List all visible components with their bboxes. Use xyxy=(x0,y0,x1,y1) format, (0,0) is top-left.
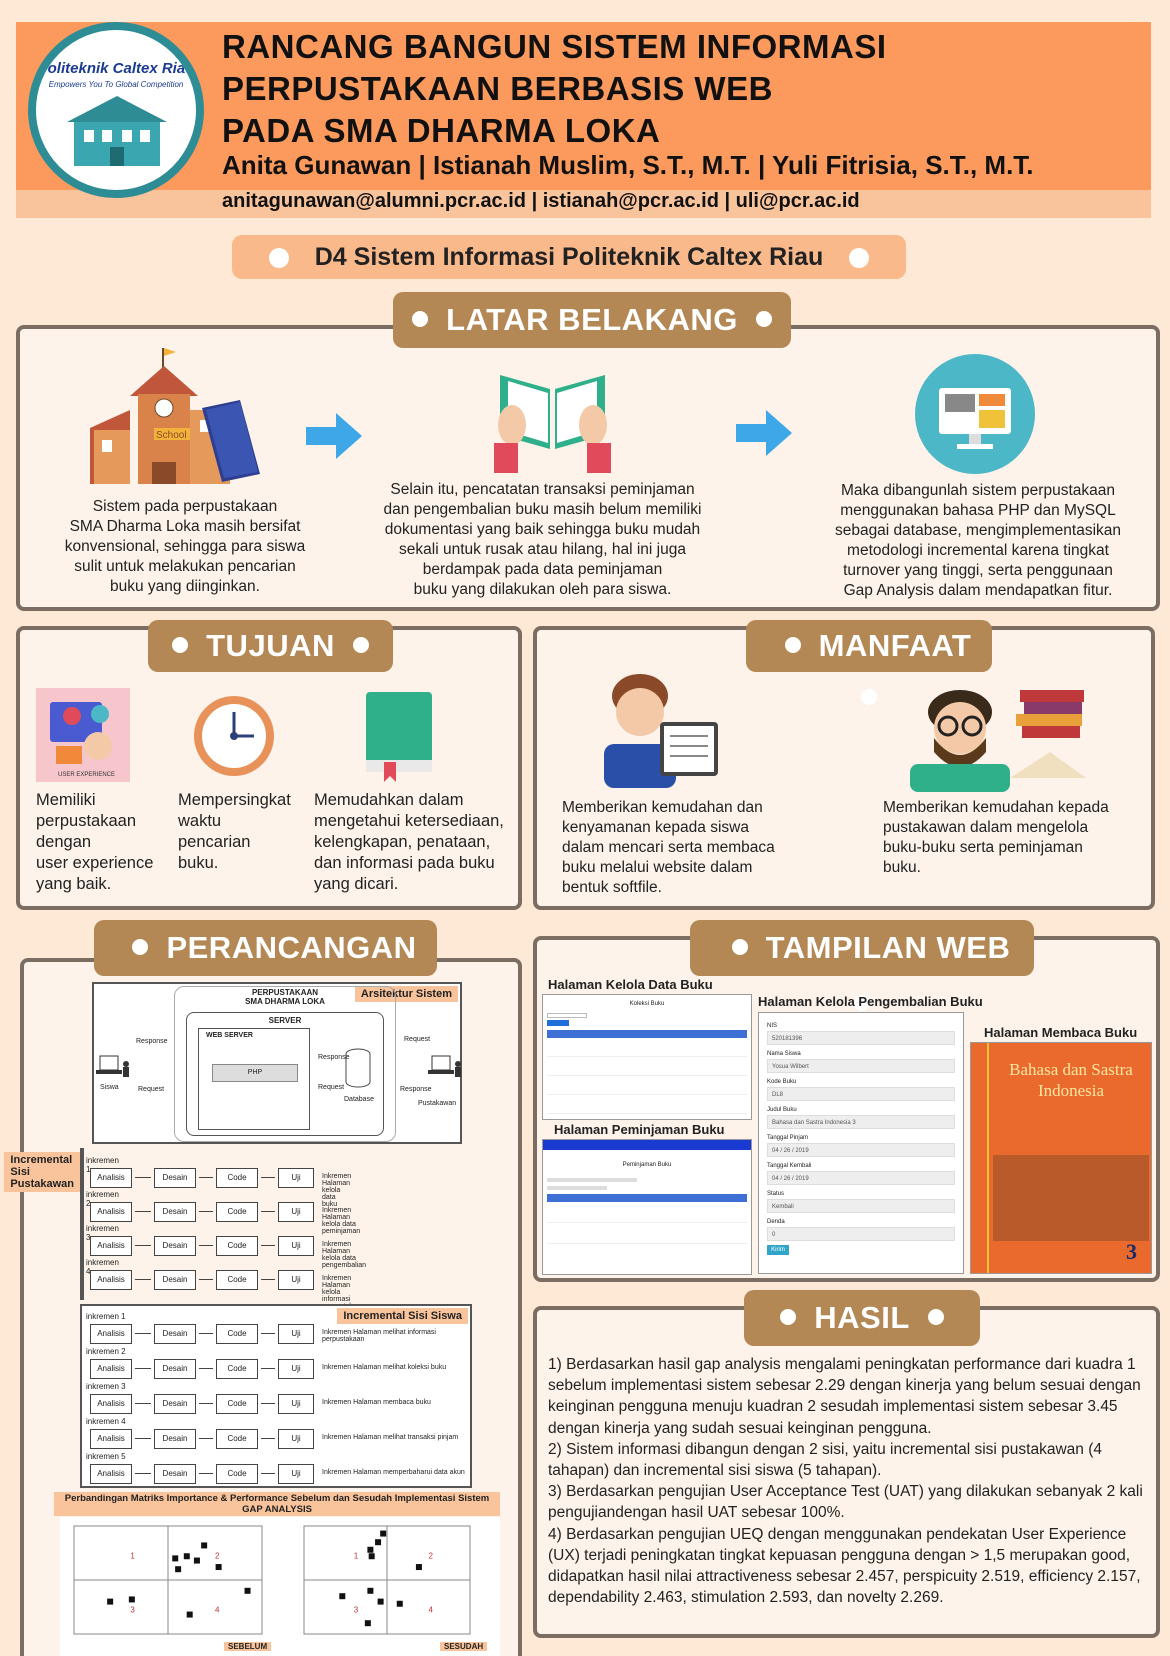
dot-icon xyxy=(132,939,148,955)
tujuan-text-1: Memiliki perpustakaan dengan user experience yang baik. xyxy=(36,791,154,893)
data-point xyxy=(216,1564,222,1570)
step-arrow xyxy=(261,1368,275,1369)
arrow-right-icon xyxy=(736,410,792,456)
department-badge xyxy=(232,235,906,279)
filter-row xyxy=(547,1178,637,1182)
step-box: Code xyxy=(216,1168,258,1188)
data-point xyxy=(378,1599,384,1605)
manfaat-text-1: Memberikan kemudahan dan kenyamanan kepada siswa dalam mencari serta membaca buku melalui website dalam bentuk softfile. xyxy=(562,799,775,896)
book-icon xyxy=(360,690,436,782)
incremental-siswa-tag: Incremental Sisi Siswa xyxy=(337,1308,468,1324)
step-arrow xyxy=(135,1403,151,1404)
step-box: Analisis xyxy=(90,1464,132,1484)
increment-desc: Inkremen Halaman kelola data peminjaman xyxy=(322,1207,361,1235)
quadrant-label: 3 xyxy=(130,1605,135,1615)
step-arrow xyxy=(135,1279,151,1280)
data-point xyxy=(375,1539,381,1545)
request-label: Request xyxy=(404,1036,431,1043)
dot-icon xyxy=(785,637,801,653)
data-point xyxy=(339,1593,345,1599)
step-box: Desain xyxy=(154,1202,196,1222)
step-box: Desain xyxy=(154,1168,196,1188)
latar-text-3: Maka dibangunlah sistem perpustakaan menggunakan bahasa PHP dan MySQL sebagai database, mengimplementasikan metodologi incremental karena tingkat turnover yang tinggi, serta penggunaan Gap Analysis dalam mendapatkan fitur. xyxy=(834,482,1122,599)
step-arrow xyxy=(261,1473,275,1474)
gap-analysis-title: Perbandingan Matriks Importance & Performance Sebelum dan Sesudah Implementasi Sistem GAP ANALYSIS xyxy=(54,1492,500,1516)
pengembalian-title: Halaman Kelola Pengembalian Buku xyxy=(758,994,983,1009)
quadrant-label: 4 xyxy=(428,1605,433,1615)
clock-icon xyxy=(192,694,276,778)
step-box: Uji xyxy=(278,1202,314,1222)
dot-icon xyxy=(732,939,748,955)
navbar xyxy=(543,1140,751,1150)
step-arrow xyxy=(261,1333,275,1334)
manfaat-heading xyxy=(746,620,992,672)
data-point xyxy=(194,1558,200,1564)
step-box: Uji xyxy=(278,1429,314,1449)
data-point xyxy=(397,1601,403,1607)
step-box: Uji xyxy=(278,1394,314,1414)
data-point xyxy=(380,1531,386,1537)
title-line: PERPUSTAKAAN BERBASIS WEB xyxy=(222,70,773,107)
step-box: Desain xyxy=(154,1324,196,1344)
student-reading-icon xyxy=(590,664,730,788)
data-point xyxy=(172,1555,178,1561)
librarian-books-icon xyxy=(910,682,1090,792)
form-input[interactable]: Kembali xyxy=(767,1199,955,1213)
step-arrow xyxy=(199,1438,213,1439)
data-point xyxy=(201,1542,207,1548)
increment-label: inkremen 4 xyxy=(86,1417,126,1426)
increment-label: inkremen 1 xyxy=(86,1156,119,1174)
sebelum-tag: SEBELUM xyxy=(224,1642,271,1651)
pengembalian-screenshot xyxy=(758,1012,964,1274)
kelola-data-title: Halaman Kelola Data Buku xyxy=(548,977,713,992)
dot-icon xyxy=(780,1309,796,1325)
data-point xyxy=(416,1564,422,1570)
form-label: Tanggal Pinjam xyxy=(767,1135,809,1141)
increment-label: inkremen 5 xyxy=(86,1452,126,1461)
school-icon xyxy=(90,344,270,490)
step-arrow xyxy=(135,1473,151,1474)
gap-chart-sesudah xyxy=(296,1518,478,1650)
tujuan-text-3: Memudahkan dalam mengetahui ketersediaan, kelengkapan, penataan, dan informasi pada buku yang dicari. xyxy=(314,791,504,893)
step-box: Code xyxy=(216,1236,258,1256)
form-input[interactable]: DL8 xyxy=(767,1087,955,1101)
step-arrow xyxy=(135,1333,151,1334)
arrow-right-icon xyxy=(306,413,362,459)
dot-icon xyxy=(861,689,877,705)
step-box: Analisis xyxy=(90,1394,132,1414)
step-box: Desain xyxy=(154,1270,196,1290)
form-input[interactable]: Yosua Wilbert xyxy=(767,1059,955,1073)
step-box: Code xyxy=(216,1202,258,1222)
step-arrow xyxy=(199,1245,213,1246)
data-point xyxy=(365,1620,371,1626)
kelola-data-screenshot xyxy=(542,994,752,1120)
php-box xyxy=(212,1064,298,1082)
filter-row xyxy=(547,1186,607,1190)
increment-desc: Inkremen Halaman melihat transaksi pinjam xyxy=(322,1434,459,1441)
logo-tagline: Empowers You To Global Competition xyxy=(48,80,184,89)
increment-label: inkremen 2 xyxy=(86,1190,119,1208)
dot-icon xyxy=(269,248,289,268)
data-point xyxy=(245,1588,251,1594)
step-box: Uji xyxy=(278,1464,314,1484)
increment-label: inkremen 3 xyxy=(86,1224,119,1242)
step-arrow xyxy=(261,1438,275,1439)
step-arrow xyxy=(199,1211,213,1212)
arsitektur-diagram xyxy=(92,982,462,1144)
step-arrow xyxy=(261,1279,275,1280)
step-box: Desain xyxy=(154,1359,196,1379)
dot-icon xyxy=(849,248,869,268)
data-point xyxy=(175,1566,181,1572)
form-input[interactable]: 04 / 26 / 2019 xyxy=(767,1143,955,1157)
title-line: RANCANG BANGUN SISTEM INFORMASI xyxy=(222,28,887,65)
dot-icon xyxy=(412,311,428,327)
user-experience-label: USER EXPERIENCE xyxy=(58,772,116,778)
step-box: Analisis xyxy=(90,1168,132,1188)
step-arrow xyxy=(199,1473,213,1474)
data-point xyxy=(367,1547,373,1553)
increment-desc: Inkremen Halaman melihat informasi perpustakaan xyxy=(322,1329,436,1343)
dot-icon xyxy=(756,311,772,327)
sesudah-tag: SESUDAH xyxy=(440,1642,487,1651)
increment-desc: Inkremen Halaman membaca buku xyxy=(322,1399,431,1406)
data-point xyxy=(129,1596,135,1602)
step-box: Desain xyxy=(154,1464,196,1484)
step-box: Code xyxy=(216,1429,258,1449)
form-label: Tanggal Kembali xyxy=(767,1163,812,1169)
step-arrow xyxy=(135,1211,151,1212)
step-arrow xyxy=(135,1177,151,1178)
laptop-icon xyxy=(428,1054,462,1080)
gap-chart-sebelum xyxy=(66,1518,270,1650)
step-box: Uji xyxy=(278,1324,314,1344)
increment-desc: Inkremen Halaman kelola informasi xyxy=(322,1275,352,1303)
form-label: Kode Buku xyxy=(767,1079,797,1085)
increment-desc: Inkremen Halaman kelola data pengembalian xyxy=(322,1241,366,1269)
latar-heading-text: LATAR BELAKANG xyxy=(446,302,738,337)
step-box: Code xyxy=(216,1324,258,1344)
request-label: Request xyxy=(318,1084,345,1091)
latar-text-2: Selain itu, pencatatan transaksi peminjaman dan pengembalian buku masih belum memiliki dokumentasi yang baik sehingga buku mudah sekali untuk rusak atau hilang, hal ini juga berdampak pada data peminjaman buku yang dilakukan oleh para siswa. xyxy=(383,481,702,598)
step-box: Desain xyxy=(154,1429,196,1449)
data-point xyxy=(369,1553,375,1559)
tujuan-text-2: Mempersingkat waktu pencarian buku. xyxy=(178,791,291,872)
hasil-text: 1) Berdasarkan hasil gap analysis mengalami peningkatan performance dari kuadra 1 sebelum implementasi sistem sebesar 2.29 dengan kinerja yang belum sesuai dengan keinginan pengguna menuju kuadran 2 sesudah implementasi sistem sebesar 3.45 dengan kinerja yang sudah sesuai keinginan pengguna. 2) Sistem informasi dibangun dengan 2 sisi, yaitu incremental sisi pustakawan (4 tahapan) dan incremental sisi siswa (5 tahapan). 3) Berdasarkan pengujian User Acceptance Test (UAT) yang dilakukan sebanyak 2 kali pengujiandengan hasil UAT sebesar 100%. 4) Berdasarkan pengujian UEQ dengan menggunakan pendekatan User Experience (UX) terjadi peningkatan tingkat kepuasan pengguna dengan > 1,5 merupakan good, didapatkan hasil nilai attractiveness sebesar 2.457, perspicuity 2.519, efficiency 2.157, dependability 2.463, stimulation 2.593, dan novelty 2.269. xyxy=(548,1356,1143,1607)
step-arrow xyxy=(199,1333,213,1334)
authors: Anita Gunawan | Istianah Muslim, S.T., M.T. | Yuli Fitrisia, S.T., M.T. xyxy=(222,150,1034,180)
book-cover xyxy=(970,1042,1152,1274)
incremental-siswa-diagram xyxy=(80,1304,472,1488)
manfaat-text-2: Memberikan kemudahan kepada pustakawan dalam mengelola buku-buku serta peminjaman buku. xyxy=(883,799,1109,876)
step-box: Analisis xyxy=(90,1270,132,1290)
cover-stripe xyxy=(987,1043,989,1273)
table-header xyxy=(547,1194,747,1202)
dot-icon xyxy=(928,1309,944,1325)
logo-name: Politeknik Caltex Riau xyxy=(37,60,195,77)
increment-label: inkremen 1 xyxy=(86,1312,126,1321)
table-body xyxy=(547,1202,747,1252)
increment-label: inkremen 2 xyxy=(86,1347,126,1356)
step-arrow xyxy=(199,1279,213,1280)
increment-desc: Inkremen Halaman memperbaharui data akun xyxy=(322,1469,465,1476)
computer-monitor-icon xyxy=(915,354,1035,474)
book-title: Bahasa dan Sastra Indonesia xyxy=(1009,1060,1133,1100)
incremental-pustakawan-tag: Incremental Sisi Pustakawan xyxy=(4,1152,80,1192)
school-sign-text: School xyxy=(156,430,187,441)
web-server-label: WEB SERVER xyxy=(206,1032,253,1039)
membaca-title: Halaman Membaca Buku xyxy=(984,1025,1138,1040)
title-line: PADA SMA DHARMA LOKA xyxy=(222,112,661,149)
hasil-heading-text: HASIL xyxy=(814,1300,910,1335)
siswa-label: Siswa xyxy=(100,1084,119,1091)
quadrant-label: 2 xyxy=(428,1551,433,1561)
increment-label: inkremen 4 xyxy=(86,1258,119,1276)
tampilan-heading-text: TAMPILAN WEB xyxy=(765,930,1011,965)
server-label: SERVER xyxy=(268,1016,302,1025)
quadrant-label: 1 xyxy=(353,1551,359,1561)
step-arrow xyxy=(261,1177,275,1178)
data-point xyxy=(107,1599,113,1605)
step-box: Analisis xyxy=(90,1429,132,1449)
table-body xyxy=(547,1038,747,1118)
form-label: Denda xyxy=(767,1219,785,1225)
step-box: Uji xyxy=(278,1168,314,1188)
step-box: Uji xyxy=(278,1359,314,1379)
form-input[interactable]: Bahasa dan Sastra Indonesia 3 xyxy=(767,1115,955,1129)
step-box: Code xyxy=(216,1464,258,1484)
pcr-logo xyxy=(28,22,204,198)
perancangan-heading-text: PERANCANGAN xyxy=(166,930,417,965)
form-label: Nama Siswa xyxy=(767,1051,801,1057)
step-arrow xyxy=(199,1403,213,1404)
poster-title xyxy=(222,26,1122,152)
step-arrow xyxy=(199,1368,213,1369)
search-box xyxy=(547,1013,587,1018)
form-input[interactable]: 0 xyxy=(767,1227,955,1241)
manfaat-heading-text: MANFAAT xyxy=(818,628,972,663)
peminjaman-screenshot xyxy=(542,1139,752,1275)
kirim-button[interactable]: Kirim xyxy=(767,1245,789,1255)
step-box: Desain xyxy=(154,1236,196,1256)
quadrant-label: 4 xyxy=(215,1605,220,1615)
increment-label: inkremen 3 xyxy=(86,1382,126,1391)
form-input[interactable]: 04 / 26 / 2019 xyxy=(767,1171,955,1185)
form-label: Status xyxy=(767,1191,785,1197)
user-experience-icon xyxy=(36,688,130,782)
step-box: Code xyxy=(216,1270,258,1290)
data-point xyxy=(184,1553,190,1559)
building-icon xyxy=(62,92,172,172)
quadrant-label: 2 xyxy=(215,1551,220,1561)
arsitektur-title: PERPUSTAKAAN SMA DHARMA LOKA xyxy=(245,988,325,1006)
add-button xyxy=(547,1020,569,1026)
step-arrow xyxy=(261,1403,275,1404)
step-box: Uji xyxy=(278,1236,314,1256)
pustakawan-label: Pustakawan xyxy=(418,1100,457,1107)
dot-icon xyxy=(172,637,188,653)
tujuan-heading-text: TUJUAN xyxy=(206,628,335,663)
peminjaman-buku-label: Peminjaman Buku xyxy=(622,1162,672,1168)
step-box: Desain xyxy=(154,1394,196,1414)
laptop-icon xyxy=(96,1054,130,1080)
form-input[interactable]: 520181396 xyxy=(767,1031,955,1045)
koleksi-buku-label: Koleksi Buku xyxy=(629,1001,665,1007)
open-book-icon xyxy=(490,365,615,477)
step-arrow xyxy=(135,1368,151,1369)
tampilan-heading xyxy=(690,920,1034,976)
latar-text-1: Sistem pada perpustakaan SMA Dharma Loka masih bersifat konvensional, sehingga para siswa sulit untuk melakukan pencarian buku yang diinginkan. xyxy=(64,498,306,595)
step-arrow xyxy=(261,1245,275,1246)
response-label: Response xyxy=(136,1038,168,1045)
step-box: Analisis xyxy=(90,1236,132,1256)
incremental-pustakawan-diagram xyxy=(10,1148,366,1303)
table-header xyxy=(547,1030,747,1038)
cover-image xyxy=(993,1155,1149,1241)
request-label: Request xyxy=(138,1086,165,1093)
response-label: Response xyxy=(318,1054,350,1061)
form-label: Judul Buku xyxy=(767,1107,797,1113)
step-box: Code xyxy=(216,1359,258,1379)
quadrant-label: 3 xyxy=(353,1605,359,1615)
data-point xyxy=(187,1612,193,1618)
dot-icon xyxy=(353,637,369,653)
step-box: Analisis xyxy=(90,1202,132,1222)
quadrant-label: 1 xyxy=(130,1551,135,1561)
perancangan-heading xyxy=(94,920,437,976)
tujuan-heading xyxy=(148,620,393,672)
php-label: PHP xyxy=(247,1069,263,1076)
step-arrow xyxy=(135,1438,151,1439)
department-name: D4 Sistem Informasi Politeknik Caltex Riau xyxy=(314,243,824,271)
response-label: Response xyxy=(400,1086,432,1093)
step-box: Code xyxy=(216,1394,258,1414)
increment-desc: Inkremen Halaman melihat koleksi buku xyxy=(322,1364,447,1371)
step-arrow xyxy=(261,1211,275,1212)
peminjaman-title: Halaman Peminjaman Buku xyxy=(554,1122,725,1137)
book-number: 3 xyxy=(1126,1239,1137,1264)
hasil-heading xyxy=(744,1290,980,1346)
step-box: Analisis xyxy=(90,1359,132,1379)
step-arrow xyxy=(199,1177,213,1178)
latar-heading xyxy=(393,292,791,348)
step-box: Uji xyxy=(278,1270,314,1290)
database-label: Database xyxy=(344,1096,374,1103)
increment-desc: Inkremen Halaman kelola data buku xyxy=(322,1173,352,1208)
data-point xyxy=(367,1588,373,1594)
arsitektur-tag: Arsitektur Sistem xyxy=(355,986,458,1002)
form-label: NIS xyxy=(767,1023,778,1029)
author-emails: anitagunawan@alumni.pcr.ac.id | istianah@pcr.ac.id | uli@pcr.ac.id xyxy=(222,190,860,212)
step-box: Analisis xyxy=(90,1324,132,1344)
step-arrow xyxy=(135,1245,151,1246)
